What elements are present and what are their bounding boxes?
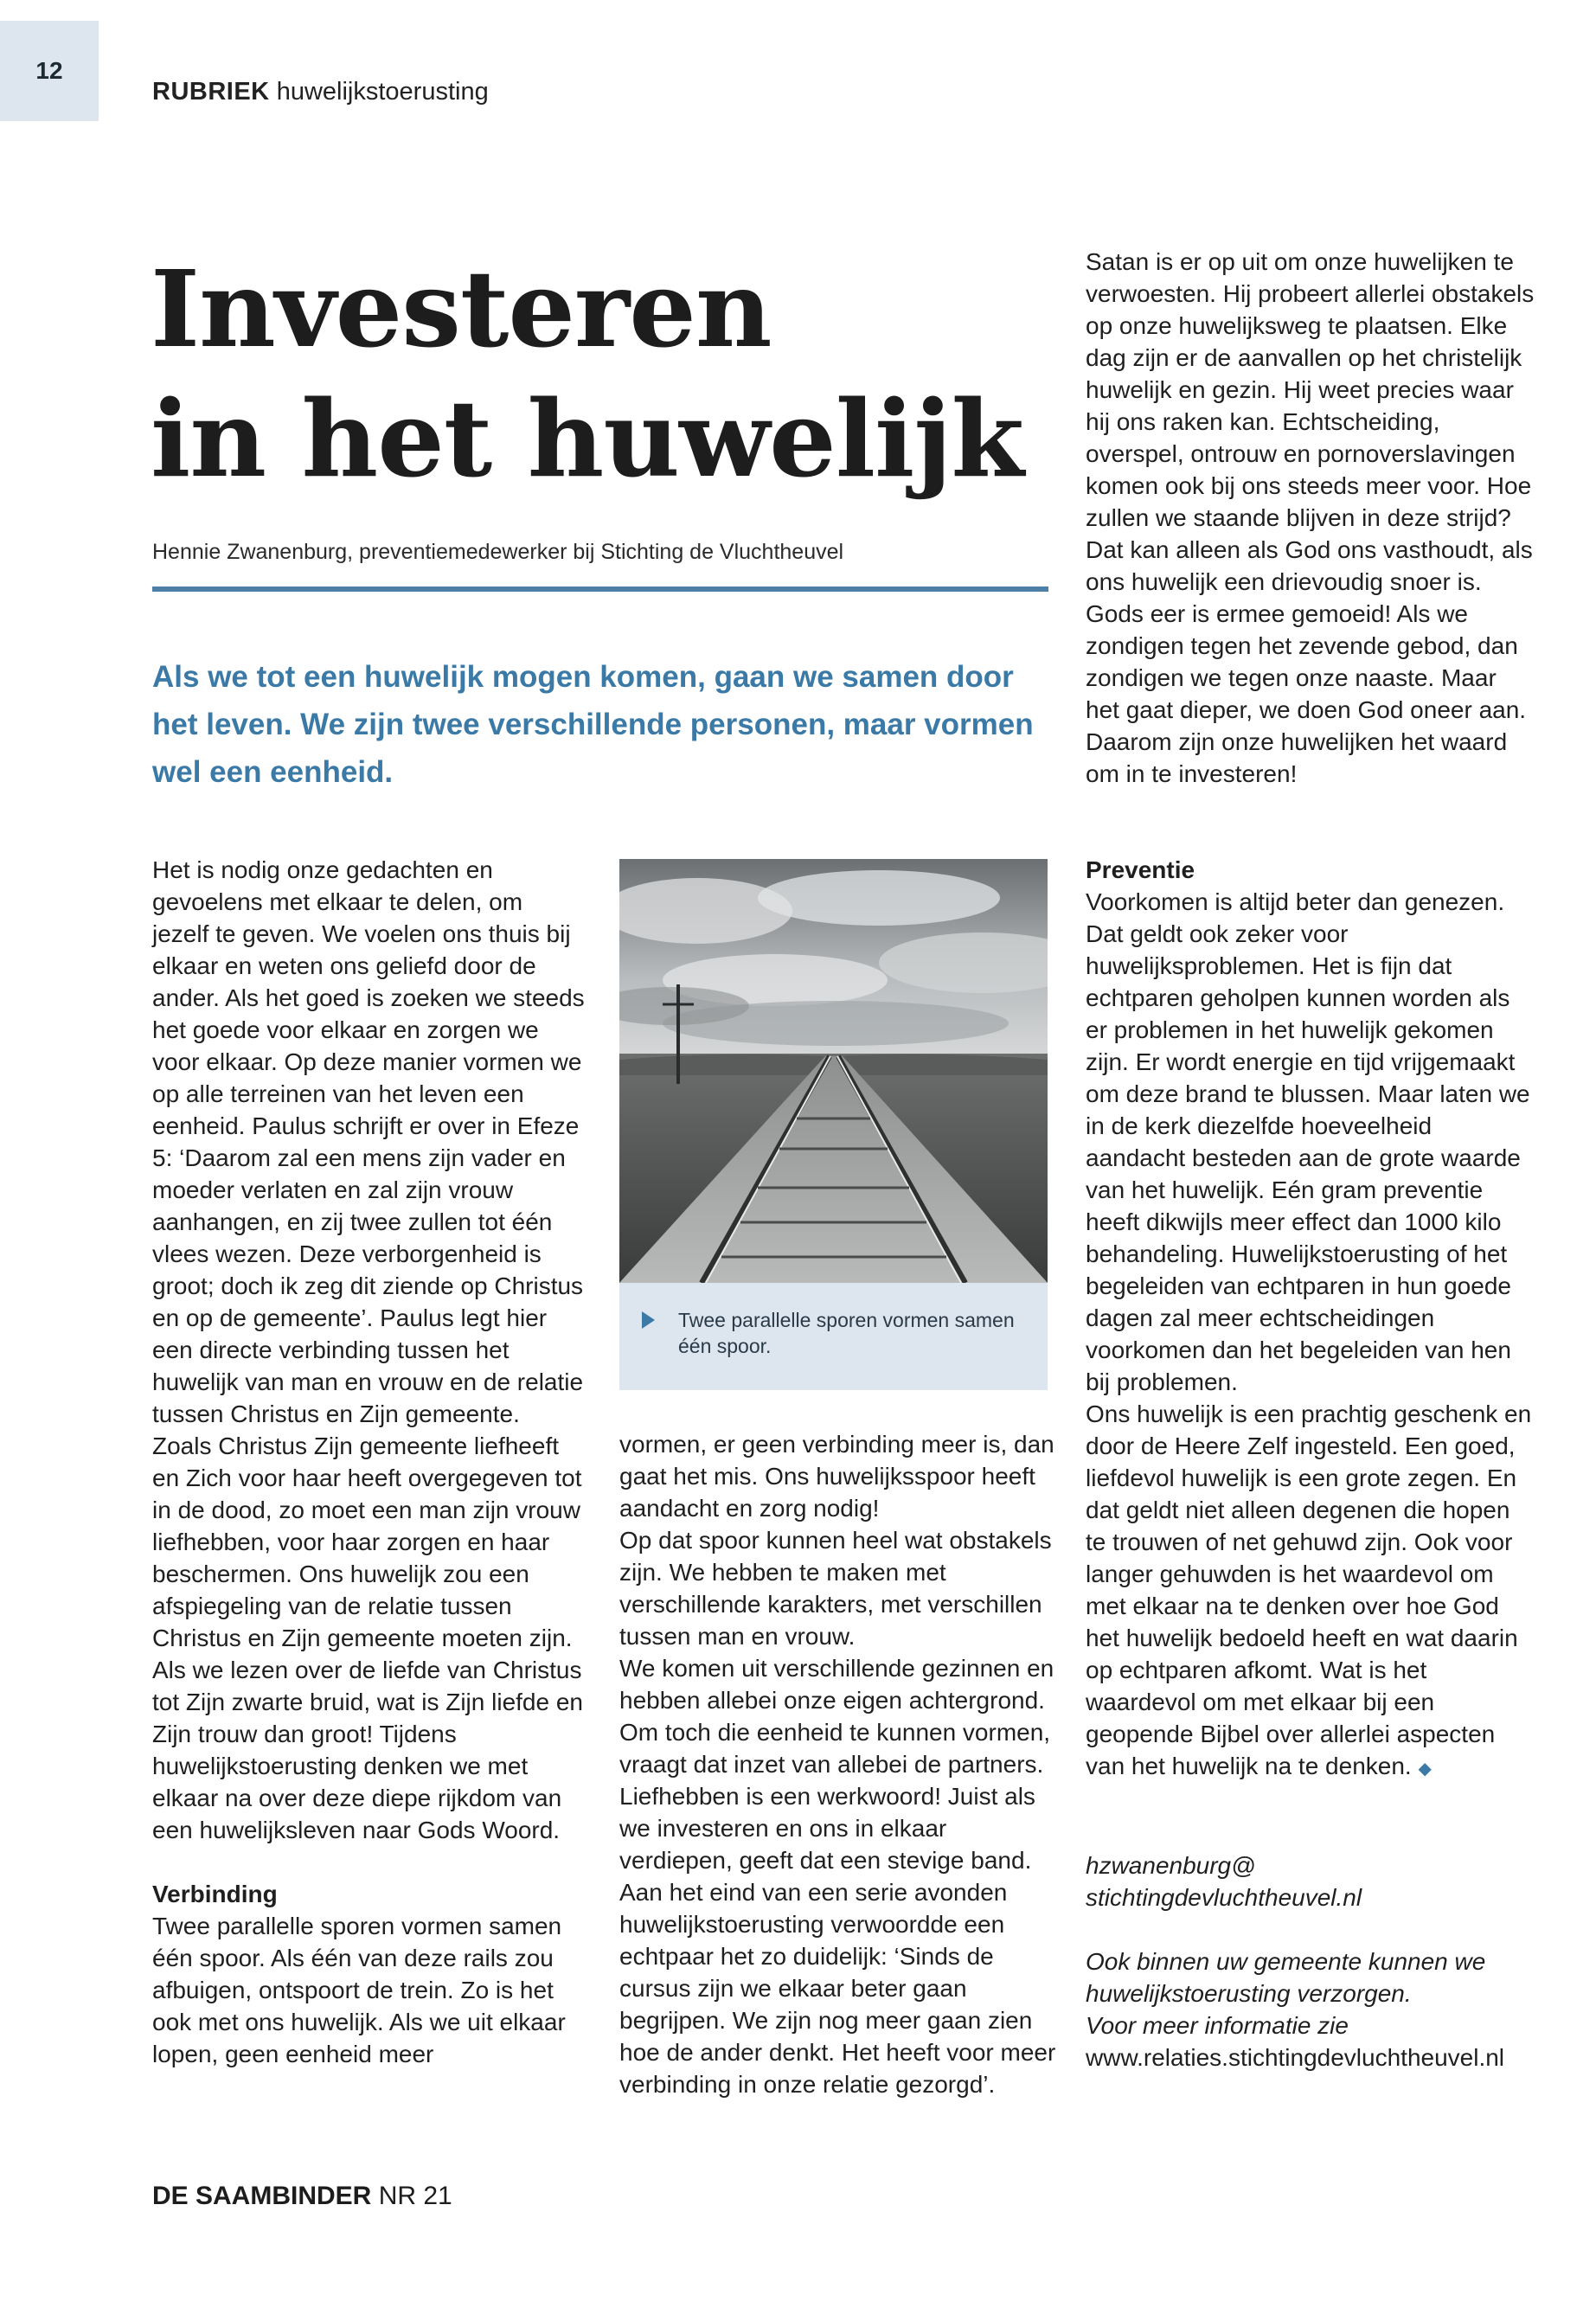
article-title (151, 244, 1059, 503)
footer (152, 2182, 452, 2211)
footer-issue: NR 21 (378, 2182, 452, 2210)
heading-preventie: Preventie (1086, 856, 1195, 883)
section-label (152, 78, 489, 106)
heading-verbinding: Verbinding (152, 1881, 278, 1907)
divider-rule (152, 586, 1048, 592)
body-verbinding: Twee parallelle sporen vormen samen één spoor. Als één van deze rails zou afbuigen, ontspoort de trein. Zo is het ook met ons huwelijk. Als we uit elkaar lopen, geen eenheid meer (152, 1913, 566, 2067)
promo-line-3: Voor meer informatie zie (1086, 2012, 1349, 2039)
body-paragraph-2a: vormen, er geen verbinding meer is, dan gaat het mis. Ons huwelijksspoor heeft aandacht en zorg nodig! (619, 1431, 1054, 1522)
promo-line-2: huwelijkstoerusting verzorgen. (1086, 1980, 1412, 2007)
body-paragraph-2c: We komen uit verschillende gezinnen en hebben allebei onze eigen achtergrond. Om toch die eenheid te kunnen vormen, vraagt dat inzet van allebei de partners. Liefhebben is een werkwoord! Juist als we investeren en ons in elkaar verdiepen, geeft dat een stevige band. Aan het eind van een serie avonden huwelijkstoerusting verwoordde een echtpaar het zo duidelijk: ‘Sinds de cursus zijn we elkaar beter gaan begrijpen. We zijn nog meer gaan zien hoe de ander denkt. Het heeft voor meer verbinding in onze relatie gezorgd’. (619, 1655, 1056, 2098)
photo-caption: Twee parallelle sporen vormen samen één spoor. (678, 1309, 1015, 1357)
promo-line-1: Ook binnen uw gemeente kunnen we (1086, 1948, 1486, 1975)
section-label-rubriek: RUBRIEK (152, 78, 270, 106)
column-1 (152, 854, 585, 2070)
body-paragraph-2b: Op dat spoor kunnen heel wat obstakels zijn. We hebben te maken met verschillende karakters, met verschillen tussen man en vrouw. (619, 1527, 1052, 1650)
railway-photo (619, 859, 1048, 1283)
contact-email-line-1: hzwanenburg@ (1086, 1852, 1256, 1879)
body-paragraph-3: Satan is er op uit om onze huwelijken te verwoesten. Hij probeert allerlei obstakels op onze huwelijksweg te plaatsen. Elke dag zijn er de aanvallen op het christelijk huwelijk en gezin. Hij weet precies waar hij ons raken kan. Echtscheiding, overspel, ontrouw en pornoverslavingen komen ook bij ons steeds meer voor. Hoe zullen we staande blijven in deze strijd? Dat kan alleen als God ons vasthoudt, als ons huwelijk een drievoudig snoer is. Gods eer is ermee gemoeid! Als we zondigen tegen het zevende gebod, dan zondigen we tegen onze naaste. Maar het gaat dieper, we doen God oneer aan. Daarom zijn onze huwelijken het waard om in te investeren! (1086, 248, 1535, 787)
promo-text (1086, 1945, 1535, 2041)
column-2 (619, 1428, 1061, 2100)
contact-email[interactable] (1086, 1849, 1535, 1913)
footer-magazine: DE SAAMBINDER (152, 2182, 372, 2210)
page-number-box (0, 21, 99, 121)
caption-arrow-icon (642, 1311, 655, 1329)
title-line-1: Investeren (151, 247, 772, 371)
title-line-2: in het huwelijk (151, 376, 1024, 501)
body-paragraph-1: Het is nodig onze gedachten en gevoelens met elkaar te delen, om jezelf te geven. We voelen ons thuis bij elkaar en weten ons geliefd door de ander. Als het goed is zoeken we steeds het goede voor elkaar en zorgen we voor elkaar. Op deze manier vormen we op alle terreinen van het leven een eenheid. Paulus schrijft er over in Efeze 5: ‘Daarom zal een mens zijn vader en moeder verlaten en zal zijn vrouw aanhangen, en zij twee zullen tot één vlees wezen. Deze verborgenheid is groot; doch ik zeg dit ziende op Christus en op de gemeente’. Paulus legt hier een directe verbinding tussen het huwelijk van man en vrouw en de relatie tussen Christus en Zijn gemeente. Zoals Christus Zijn gemeente liefheeft en Zich voor haar heeft overgegeven tot in de dood, zo moet een man zijn vrouw liefhebben, voor haar zorgen en haar beschermen. Ons huwelijk zou een afspiegeling van de relatie tussen Christus en Zijn gemeente moeten zijn. Als we lezen over de liefde van Christus tot Zijn zwarte bruid, wat is Zijn liefde en Zijn trouw dan groot! Tijdens huwelijkstoerusting denken we met elkaar na over deze diepe rijkdom van een huwelijksleven naar Gods Woord. (152, 856, 585, 1843)
section-topic: huwelijkstoerusting (276, 78, 489, 106)
page-number: 12 (35, 57, 63, 84)
column-3 (1086, 854, 1535, 2073)
photo-figure (619, 859, 1048, 1390)
lead-paragraph: Als we tot een huwelijk mogen komen, gaan we samen door het leven. We zijn twee verschillende personen, maar vormen wel een eenheid. (152, 660, 1034, 789)
byline: Hennie Zwanenburg, preventiemedewerker bij Stichting de Vluchtheuvel (152, 540, 844, 564)
body-preventie-2 (1086, 1398, 1535, 1785)
body-preventie: Voorkomen is altijd beter dan genezen. Dat geldt ook zeker voor huwelijksproblemen. Het is fijn dat echtparen geholpen kunnen worden als er problemen in het huwelijk gekomen zijn. Er wordt energie en tijd vrijgemaakt om deze brand te blussen. Maar laten we in de kerk diezelfde hoeveelheid aandacht besteden aan de grote waarde van het huwelijk. Eén gram preventie heeft dikwijls meer effect dan 1000 kilo behandeling. Huwelijkstoerusting of het begeleiden van echtparen in hun goede dagen zal meer echtscheidingen voorkomen dan het begeleiden van hen bij problemen. (1086, 888, 1530, 1395)
body-preventie-2-text: Ons huwelijk is een prachtig geschenk en door de Heere Zelf ingesteld. Een goed, liefdevol huwelijk is een grote zegen. En dat geldt niet alleen degenen die hopen te trouwen of net gehuwd zijn. Ook voor langer gehuwden is het waardevol om met elkaar na te denken over hoe God het huwelijk bedoeld heeft en wat daarin op echtparen afkomt. Wat is het waardevol om met elkaar bij een geopende Bijbel over allerlei aspecten van het huwelijk na te denken. (1086, 1400, 1532, 1779)
column-3-top (1086, 246, 1535, 790)
end-mark-icon: ◆ (1418, 1759, 1432, 1779)
promo-url[interactable]: www.relaties.stichtingdevluchtheuvel.nl (1086, 2044, 1505, 2071)
contact-email-line-2: stichtingdevluchtheuvel.nl (1086, 1884, 1362, 1911)
